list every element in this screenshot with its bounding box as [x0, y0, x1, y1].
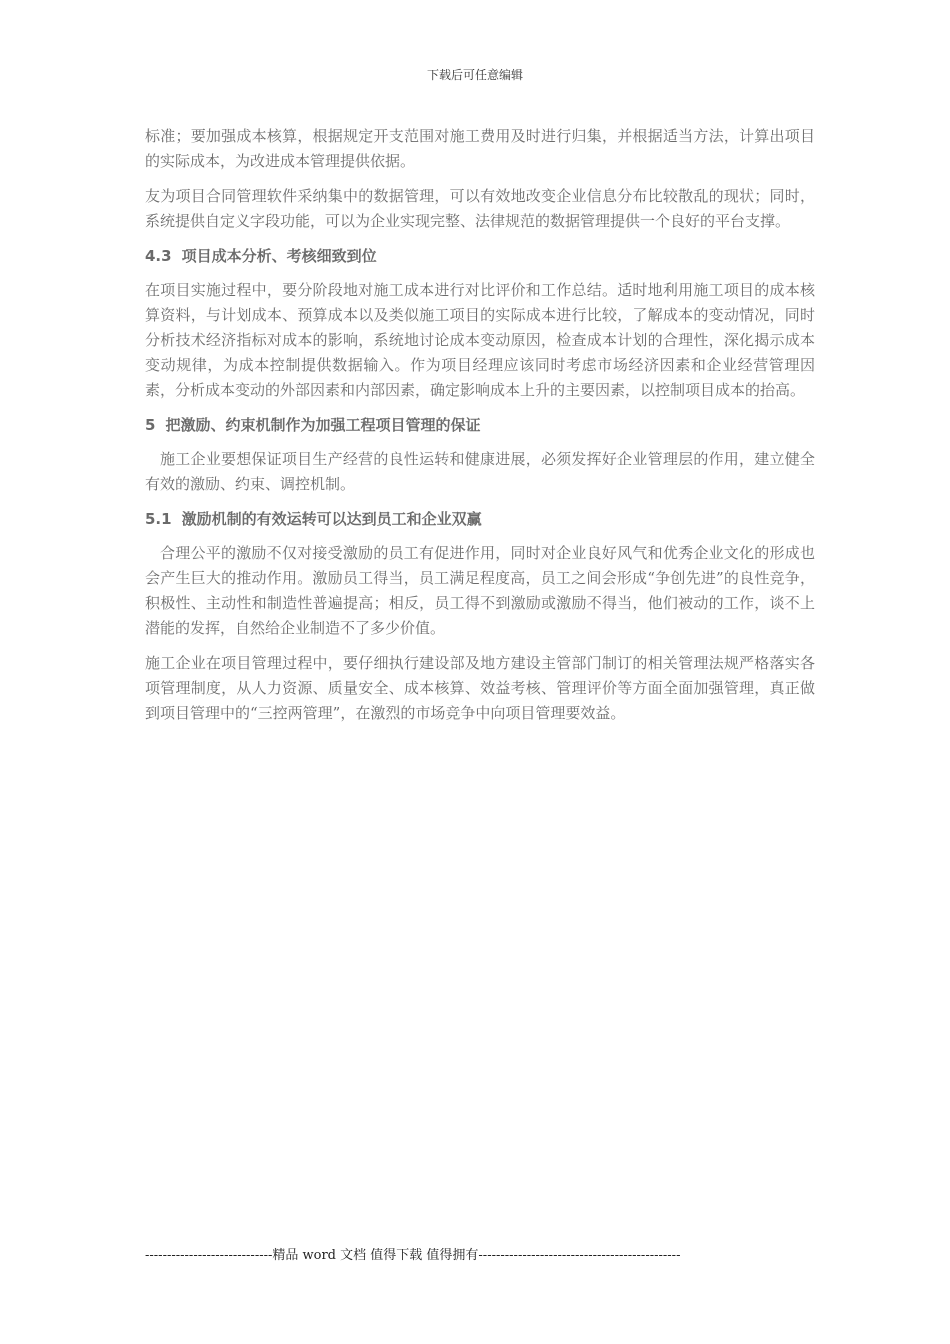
section-heading-5: [145, 413, 815, 437]
page-header: 下载后可任意编辑: [426, 68, 523, 82]
section-title: 项目成本分析、考核细致到位: [181, 247, 377, 265]
paragraph-management-conclusion: 施工企业在项目管理过程中，要仔细执行建设部及地方建设主管部门制订的相关管理法规严格落实各项管理制度，从人力资源、质量安全、成本核算、效益考核、管理评价等方面全面加强管理，真正做到项目管理中的“三控两管理”，在激烈的市场竞争中向项目管理要效益。: [145, 654, 815, 722]
section-heading-5-1: [145, 507, 815, 531]
paragraph-incentive-intro: 施工企业要想保证项目生产经营的良性运转和健康进展，必须发挥好企业管理层的作用，建立健全有效的激励、约束、调控机制。: [145, 450, 815, 493]
paragraph-cost-analysis: 在项目实施过程中，要分阶段地对施工成本进行对比评价和工作总结。适时地利用施工项目的成本核算资料，与计划成本、预算成本以及类似施工项目的实际成本进行比较，了解成本的变动情况，同时分析技术经济指标对成本的影响，系统地讨论成本变动原因，检查成本计划的合理性，深化揭示成本变动规律，为成本控制提供数据输入。作为项目经理应该同时考虑市场经济因素和企业经营管理因素，分析成本变动的外部因素和内部因素，确定影响成本上升的主要因素，以控制项目成本的抬高。: [145, 281, 815, 399]
section-title: 激励机制的有效运转可以达到员工和企业双赢: [181, 510, 482, 528]
paragraph-incentive-effect: 合理公平的激励不仅对接受激励的员工有促进作用，同时对企业良好风气和优秀企业文化的形成也会产生巨大的推动作用。激励员工得当，员工满足程度高，员工之间会形成“争创先进”的良性竞争，积极性、主动性和制造性普遍提高；相反，员工得不到激励或激励不得当，他们被动的工作，谈不上潜能的发挥，自然给企业制造不了多少价值。: [145, 544, 815, 637]
page-footer: -----------------------------精品 word 文档 值得下载 值得拥有----------------------------------------------: [145, 1248, 681, 1263]
section-number: 5: [145, 416, 156, 434]
document-body: [145, 124, 815, 736]
paragraph-cost-accounting: 标准；要加强成本核算，根据规定开支范围对施工费用及时进行归集，并根据适当方法，计算出项目的实际成本，为改进成本管理提供依据。: [145, 127, 815, 170]
paragraph-contract-software: 友为项目合同管理软件采纳集中的数据管理，可以有效地改变企业信息分布比较散乱的现状；同时，系统提供自定义字段功能，可以为企业实现完整、法律规范的数据管理提供一个良好的平台支撑。: [145, 187, 815, 230]
section-number: 4.3: [145, 247, 172, 265]
section-heading-4-3: [145, 244, 815, 268]
section-number: 5.1: [145, 510, 172, 528]
section-title: 把激励、约束机制作为加强工程项目管理的保证: [165, 416, 481, 434]
